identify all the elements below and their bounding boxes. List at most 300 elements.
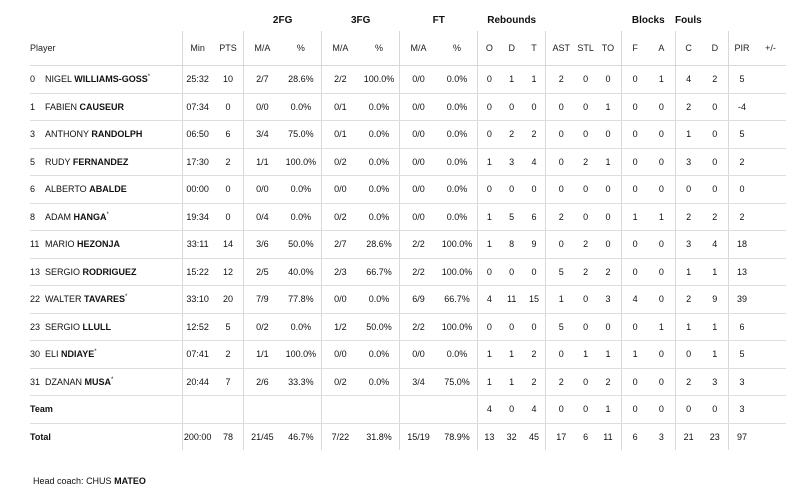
stat-fg3p: 0.0% [359, 368, 400, 396]
stat-ft: 2/2 [400, 313, 437, 341]
stat-ft: 0/0 [400, 176, 437, 204]
stat-fg2: 0/0 [244, 93, 281, 121]
player-cell[interactable] [30, 313, 182, 341]
stat-to: 0 [595, 313, 622, 341]
stat-bf: 0 [622, 313, 649, 341]
stat-fg2p: 40.0% [281, 258, 322, 286]
player-last-name: RANDOLPH [91, 129, 143, 140]
group-2fg: 2FG [272, 14, 293, 26]
stat-ast: 0 [546, 121, 577, 149]
starter-marker: * [147, 74, 151, 81]
stat-to: 11 [603, 431, 613, 442]
stat-ftp: 0.0% [437, 148, 478, 176]
stat-pm [755, 148, 786, 176]
stat-bf: 0 [622, 176, 649, 204]
stat-o: 0 [478, 121, 501, 149]
player-cell[interactable] [30, 121, 182, 149]
player-last-name: TAVARES [84, 294, 126, 305]
stat-fg3: 0/0 [322, 341, 359, 369]
head-coach-first-name: CHUS [86, 476, 112, 486]
stat-ft: 2/2 [400, 231, 437, 259]
stat-d: 0 [500, 313, 523, 341]
stat-fg2: 0/2 [244, 313, 281, 341]
player-cell[interactable] [30, 231, 182, 259]
stat-ba: 0 [648, 231, 675, 259]
stat-pm [755, 203, 786, 231]
stat-to: 0 [595, 203, 622, 231]
stat-pts: 0 [213, 176, 244, 204]
stat-to: 2 [595, 368, 622, 396]
stat-fc: 2 [675, 368, 702, 396]
col-3fg-pct: % [359, 31, 400, 66]
stat-fg3: 0/2 [322, 148, 359, 176]
player-last-name: NDIAYE [61, 349, 95, 360]
stat-fg2p: 33.3% [281, 368, 322, 396]
stat-to: 0 [595, 121, 622, 149]
stat-ast: 0 [546, 341, 577, 369]
stat-to: 1 [595, 148, 622, 176]
stat-bf: 0 [622, 258, 649, 286]
stat-to: 2 [595, 258, 622, 286]
stat-fc: 4 [675, 66, 702, 94]
stat-fg2p: 77.8% [281, 286, 322, 314]
player-cell[interactable] [30, 93, 182, 121]
stat-fg2: 0/4 [244, 203, 281, 231]
player-number: 6 [30, 184, 36, 195]
stat-ba: 0 [648, 148, 675, 176]
stat-t: 2 [523, 121, 546, 149]
player-first-name: MARIO [45, 239, 75, 250]
stat-pm [755, 93, 786, 121]
stat-fg2: 1/1 [244, 341, 281, 369]
stat-pir: -4 [728, 93, 755, 121]
stat-ftp: 100.0% [437, 231, 478, 259]
stat-o: 1 [478, 368, 501, 396]
player-last-name: FERNANDEZ [72, 156, 129, 167]
player-number: 31 [30, 376, 41, 387]
table-row [30, 203, 786, 231]
player-cell[interactable] [30, 148, 182, 176]
stat-d: 1 [500, 341, 523, 369]
player-number: 30 [30, 349, 41, 360]
table-row [30, 93, 786, 121]
stat-fd: 0 [702, 176, 729, 204]
stat-ft [400, 396, 437, 424]
stat-fg2: 7/9 [244, 286, 281, 314]
player-last-name: WILLIAMS-GOSS [74, 74, 148, 85]
col-pts: PTS [213, 31, 244, 66]
col-to: TO [595, 31, 622, 66]
stat-pm [755, 121, 786, 149]
stat-fd: 0 [702, 121, 729, 149]
stat-t: 9 [523, 231, 546, 259]
starter-marker: * [106, 211, 109, 218]
stat-ft: 0/0 [400, 66, 437, 94]
stat-pir: 3 [728, 368, 755, 396]
stat-ftp: 75.0% [437, 368, 478, 396]
stat-fg3: 0/1 [322, 121, 359, 149]
stat-pm [755, 231, 786, 259]
stat-fg2: 3/4 [244, 121, 281, 149]
stat-ast: 17 [546, 423, 577, 450]
stat-fg3p: 0.0% [359, 341, 400, 369]
stat-ftp: 0.0% [437, 66, 478, 94]
player-cell[interactable] [30, 258, 182, 286]
col-foul-c: C [675, 31, 702, 66]
stat-pm [755, 66, 786, 94]
player-first-name: WALTER [45, 294, 82, 305]
col-ft-ma: M/A [400, 31, 437, 66]
stat-ast: 2 [546, 203, 577, 231]
table-row [30, 121, 786, 149]
stat-ast: 0 [546, 93, 577, 121]
stat-t: 0 [523, 313, 546, 341]
stat-o: 0 [478, 176, 501, 204]
stat-fd: 4 [702, 231, 729, 259]
stat-ast: 0 [546, 148, 577, 176]
stat-stl: 0 [576, 368, 594, 396]
stat-pm [755, 396, 786, 424]
stat-stl: 1 [576, 341, 594, 369]
col-foul-d: D [702, 31, 729, 66]
stat-fg3p: 66.7% [359, 258, 400, 286]
col-2fg-pct: % [281, 31, 322, 66]
col-plus-minus: +/- [755, 31, 786, 66]
player-cell[interactable] [30, 368, 182, 396]
player-first-name: RUDY [45, 156, 71, 167]
col-stl: STL [576, 31, 594, 66]
stat-to: 0 [595, 231, 622, 259]
stat-stl: 0 [576, 121, 594, 149]
stat-fc: 1 [675, 121, 702, 149]
player-last-name: LLULL [82, 321, 112, 332]
stat-to: 0 [595, 176, 622, 204]
stat-bf: 0 [622, 368, 649, 396]
stat-pir: 97 [728, 423, 755, 450]
player-number: 23 [30, 321, 41, 332]
stat-ba: 1 [648, 66, 675, 94]
stat-ast: 5 [546, 313, 577, 341]
table-row [30, 231, 786, 259]
stat-stl: 0 [576, 176, 594, 204]
stat-fd: 0 [702, 148, 729, 176]
stat-stl: 2 [576, 258, 594, 286]
stat-fg3p: 50.0% [359, 313, 400, 341]
col-player: Player [30, 31, 182, 66]
stat-stl: 2 [576, 148, 594, 176]
stat-to: 3 [595, 286, 622, 314]
stat-fg2 [244, 396, 281, 424]
stat-ftp: 0.0% [437, 176, 478, 204]
stat-min: 06:50 [182, 121, 213, 149]
player-first-name: SERGIO [45, 321, 81, 332]
col-min: Min [182, 31, 213, 66]
stat-stl: 0 [576, 313, 594, 341]
stat-to: 1 [595, 93, 622, 121]
stat-ast: 0 [546, 231, 577, 259]
stat-ft: 15/19 [400, 423, 437, 450]
starter-marker: * [94, 349, 97, 356]
stat-pts: 14 [213, 231, 244, 259]
stat-bf: 1 [622, 341, 649, 369]
table-row [30, 258, 786, 286]
col-blk-f: F [622, 31, 649, 66]
stat-ba: 1 [648, 313, 675, 341]
stat-ba: 0 [648, 396, 675, 424]
stat-ftp: 0.0% [437, 203, 478, 231]
total-row [30, 423, 786, 450]
player-first-name: ADAM [45, 211, 72, 222]
stat-bf: 6 [622, 423, 649, 450]
stat-pts: 12 [213, 258, 244, 286]
stat-pir: 5 [728, 121, 755, 149]
stat-min: 15:22 [182, 258, 213, 286]
stat-ba: 0 [648, 258, 675, 286]
stat-min: 12:52 [182, 313, 213, 341]
stat-bf: 0 [622, 231, 649, 259]
stat-min: 00:00 [182, 176, 213, 204]
stat-t: 0 [523, 93, 546, 121]
table-row [30, 66, 786, 94]
table-row [30, 286, 786, 314]
stat-fg3p: 0.0% [359, 121, 400, 149]
stat-stl: 0 [576, 93, 594, 121]
stat-fg2p: 0.0% [281, 203, 322, 231]
stat-ba: 1 [648, 203, 675, 231]
stat-min: 25:32 [182, 66, 213, 94]
stat-pts: 0 [213, 203, 244, 231]
stat-pm [755, 341, 786, 369]
stat-fc: 2 [675, 93, 702, 121]
stat-pm [755, 368, 786, 396]
stat-fg3p: 0.0% [359, 93, 400, 121]
stat-ftp: 66.7% [437, 286, 478, 314]
stat-pm [755, 176, 786, 204]
stat-fd: 0 [702, 93, 729, 121]
stat-ast: 0 [546, 176, 577, 204]
boxscore-table [30, 9, 786, 450]
stat-pts: 5 [213, 313, 244, 341]
stat-bf: 0 [622, 66, 649, 94]
player-cell[interactable] [30, 341, 182, 369]
table-row [30, 313, 786, 341]
stat-o: 1 [478, 203, 501, 231]
stat-fg2p: 50.0% [281, 231, 322, 259]
stat-pir: 2 [728, 203, 755, 231]
stat-d: 11 [500, 286, 523, 314]
stat-fg3: 0/2 [322, 203, 359, 231]
stat-to: 1 [595, 396, 622, 424]
table-row [30, 341, 786, 369]
stat-to: 1 [595, 341, 622, 369]
stat-fg3p: 0.0% [359, 176, 400, 204]
stat-ft: 2/2 [400, 258, 437, 286]
stat-pts [213, 396, 244, 424]
group-ft: FT [432, 14, 445, 26]
stat-fg3: 2/7 [322, 231, 359, 259]
stat-fg3: 2/3 [322, 258, 359, 286]
stat-fg3: 0/0 [322, 286, 359, 314]
col-3fg-ma: M/A [322, 31, 359, 66]
stat-ast: 0 [546, 396, 577, 424]
stat-d: 0 [500, 258, 523, 286]
stat-ftp: 100.0% [437, 313, 478, 341]
stat-fg3p [359, 396, 400, 424]
stat-stl: 0 [576, 396, 594, 424]
stat-pir: 3 [728, 396, 755, 424]
stat-fg3: 1/2 [322, 313, 359, 341]
stat-fg2p: 0.0% [281, 176, 322, 204]
stat-d: 0 [500, 396, 523, 424]
player-first-name: ANTHONY [45, 129, 89, 140]
stat-d: 8 [500, 231, 523, 259]
stat-ba: 0 [648, 286, 675, 314]
stat-to: 0 [595, 66, 622, 94]
stat-t: 6 [523, 203, 546, 231]
table-row [30, 368, 786, 396]
player-last-name: RODRIGUEZ [82, 266, 137, 277]
stat-min: 200:00 [182, 423, 213, 450]
col-reb-d: D [500, 31, 523, 66]
player-last-name: ABALDE [89, 184, 127, 195]
stat-fd: 1 [702, 341, 729, 369]
stat-stl: 0 [576, 203, 594, 231]
stat-ast: 2 [546, 368, 577, 396]
stat-fd: 2 [702, 203, 729, 231]
stat-fg2: 1/1 [244, 148, 281, 176]
stat-stl: 2 [576, 231, 594, 259]
starter-marker: * [125, 294, 128, 301]
stat-ftp: 78.9% [444, 431, 470, 442]
stat-pm [755, 258, 786, 286]
stat-min: 33:11 [182, 231, 213, 259]
stat-fd: 0 [702, 396, 729, 424]
stat-fd: 23 [709, 431, 720, 442]
stat-o: 4 [478, 286, 501, 314]
stat-fg2: 0/0 [244, 176, 281, 204]
stat-fg3: 2/2 [322, 66, 359, 94]
player-number: 11 [30, 239, 40, 250]
stat-pir: 0 [728, 176, 755, 204]
player-first-name: NIGEL [45, 74, 72, 85]
stat-pts: 7 [213, 368, 244, 396]
player-cell[interactable] [30, 66, 182, 94]
stat-fg2p: 100.0% [281, 341, 322, 369]
stat-fc: 3 [675, 231, 702, 259]
stat-ast: 5 [546, 258, 577, 286]
stat-d: 3 [500, 148, 523, 176]
stat-o: 0 [478, 258, 501, 286]
stat-ba: 3 [658, 431, 664, 442]
stat-fg2p: 28.6% [281, 66, 322, 94]
stat-fg2: 3/6 [244, 231, 281, 259]
stat-min [182, 396, 213, 424]
col-reb-t: T [523, 31, 546, 66]
stat-bf: 0 [622, 148, 649, 176]
stat-pir: 2 [728, 148, 755, 176]
stat-fg3p: 0.0% [359, 286, 400, 314]
stat-d: 0 [500, 93, 523, 121]
stat-o: 0 [478, 93, 501, 121]
stat-ft: 0/0 [400, 121, 437, 149]
team-row-label-cell [30, 396, 182, 424]
player-number: 5 [30, 156, 36, 167]
stat-fg3p: 0.0% [359, 203, 400, 231]
col-ft-pct: % [437, 31, 478, 66]
head-coach-last-name: MATEO [114, 476, 146, 486]
stat-fc: 1 [675, 313, 702, 341]
stat-fg2p: 100.0% [281, 148, 322, 176]
stat-pts: 6 [213, 121, 244, 149]
player-cell[interactable] [30, 176, 182, 204]
group-blocks: Blocks [631, 14, 665, 26]
stat-fg2: 2/6 [244, 368, 281, 396]
stat-pir: 13 [728, 258, 755, 286]
stat-pts: 10 [213, 66, 244, 94]
stat-o: 1 [478, 341, 501, 369]
stat-pts: 78 [222, 431, 233, 442]
stat-min: 07:41 [182, 341, 213, 369]
player-number: 3 [30, 129, 36, 140]
stat-fd: 2 [702, 66, 729, 94]
stat-min: 33:10 [182, 286, 213, 314]
stat-bf: 0 [622, 396, 649, 424]
stat-pir: 5 [728, 341, 755, 369]
total-row-label-cell [30, 423, 182, 450]
col-ast: AST [546, 31, 577, 66]
stat-ftp: 100.0% [437, 258, 478, 286]
player-first-name: ALBERTO [45, 184, 87, 195]
stat-d: 1 [500, 66, 523, 94]
stat-t: 2 [523, 341, 546, 369]
stat-fg3: 0/0 [322, 176, 359, 204]
total-row-label: Total [30, 431, 51, 442]
stat-stl: 0 [576, 66, 594, 94]
stat-o: 4 [478, 396, 501, 424]
stat-ftp: 0.0% [437, 93, 478, 121]
stat-d: 0 [500, 176, 523, 204]
stat-min: 20:44 [182, 368, 213, 396]
stat-fc: 2 [675, 203, 702, 231]
stat-pts: 2 [213, 148, 244, 176]
player-cell[interactable] [30, 286, 182, 314]
stat-d: 2 [500, 121, 523, 149]
stat-fg3: 7/22 [322, 423, 359, 450]
col-reb-o: O [478, 31, 501, 66]
stat-t: 0 [523, 176, 546, 204]
group-header-row [30, 9, 786, 31]
stat-fg3p: 0.0% [359, 148, 400, 176]
group-rebounds: Rebounds [487, 14, 537, 26]
col-2fg-ma: M/A [244, 31, 281, 66]
stat-ft: 6/9 [400, 286, 437, 314]
stat-fg2: 21/45 [244, 423, 281, 450]
stat-t: 45 [529, 431, 540, 442]
player-last-name: HEZONJA [77, 239, 121, 250]
stat-o: 13 [478, 423, 501, 450]
group-3fg: 3FG [350, 14, 371, 26]
stat-ftp: 0.0% [437, 341, 478, 369]
stat-pir: 18 [728, 231, 755, 259]
stat-t: 2 [523, 368, 546, 396]
stat-ftp: 0.0% [437, 121, 478, 149]
player-cell[interactable] [30, 203, 182, 231]
stat-fg3 [322, 396, 359, 424]
player-first-name: FABIEN [45, 101, 78, 112]
stat-bf: 0 [622, 121, 649, 149]
stat-pm [755, 313, 786, 341]
player-number: 0 [30, 74, 36, 85]
